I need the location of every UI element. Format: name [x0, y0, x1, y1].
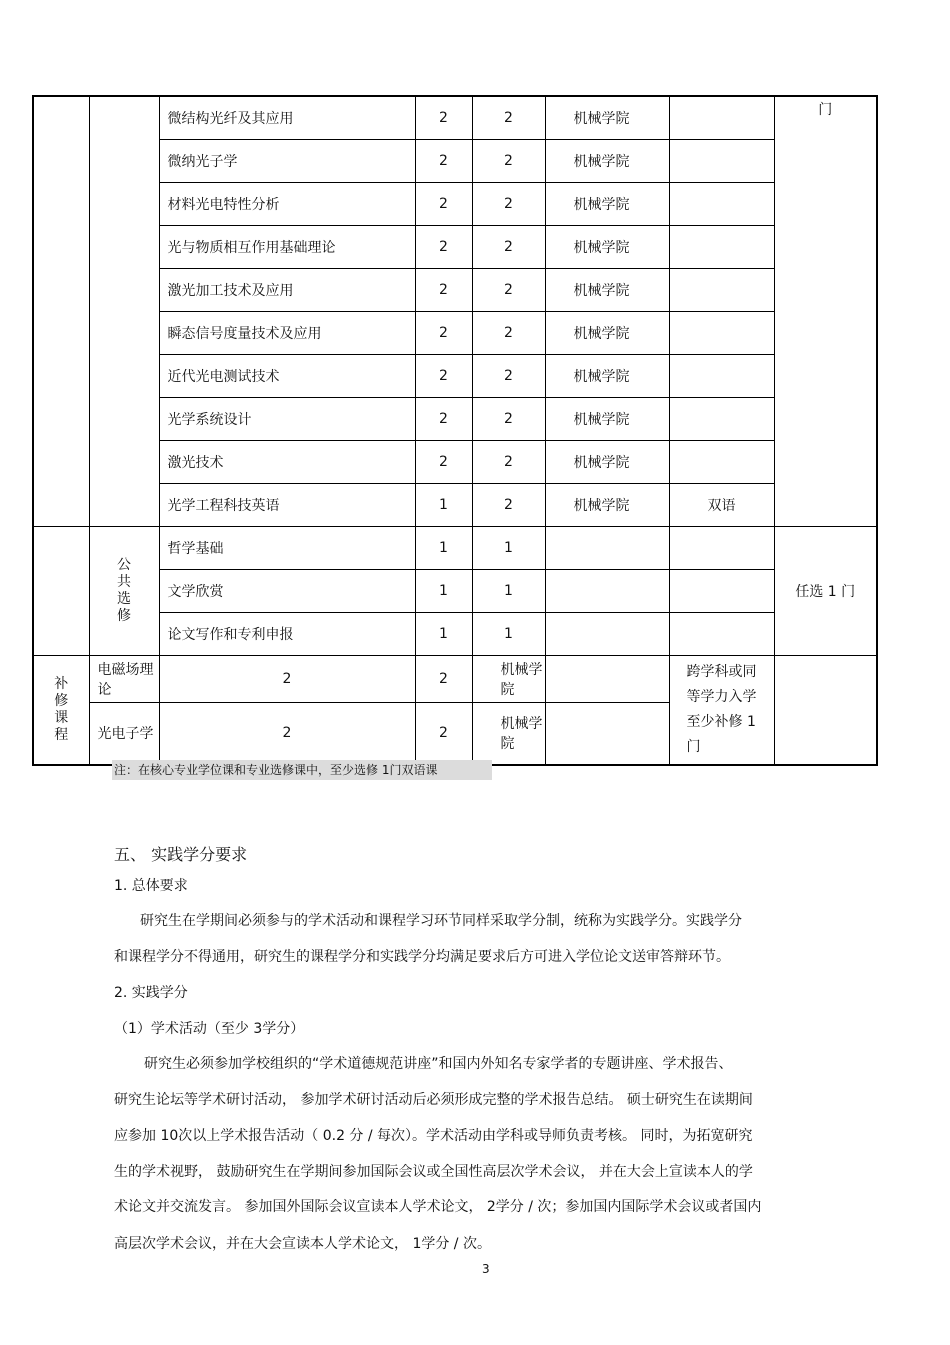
course-name: 文学欣赏	[159, 569, 415, 612]
table-row	[33, 569, 877, 612]
course-hours: 2	[472, 483, 545, 526]
table-row	[33, 311, 877, 354]
course-college: 机械学院	[545, 311, 669, 354]
course-name: 微纳光子学	[159, 139, 415, 182]
course-name: 光学系统设计	[159, 397, 415, 440]
course-remark	[669, 526, 774, 569]
course-table	[32, 95, 878, 766]
course-college: 机械学院	[545, 483, 669, 526]
course-name: 论文写作和专利申报	[159, 612, 415, 655]
paragraph-line: 应参加 10次以上学术报告活动（ 0.2 分 / 每次）。学术活动由学科或导师负责考核。 同时，为拓宽研究	[114, 1128, 753, 1144]
course-hours: 2	[415, 655, 472, 702]
course-hours: 2	[472, 139, 545, 182]
course-hours: 1	[472, 569, 545, 612]
subheading-academic: （1）学术活动（至少 3学分）	[114, 1021, 305, 1037]
course-college: 机械学院	[545, 182, 669, 225]
supplement-label	[33, 655, 89, 765]
course-name: 微结构光纤及其应用	[159, 96, 415, 139]
elective-section	[33, 96, 877, 526]
table-row	[33, 397, 877, 440]
requirement-note: 任选 1 门	[774, 526, 877, 655]
requirement-text: 跨学科或同等学力入学至少补修 1 门	[686, 663, 757, 755]
table-row	[33, 182, 877, 225]
course-hours: 1	[472, 612, 545, 655]
course-remark	[669, 569, 774, 612]
table-footnote: 注：在核心专业学位课和专业选修课中，至少选修 1门双语课	[112, 760, 492, 780]
paragraph-line: 和课程学分不得通用，研究生的课程学分和实践学分均满足要求后方可进入学位论文送审答辩环节。	[114, 949, 730, 965]
course-college	[545, 569, 669, 612]
paragraph-line: 研究生必须参加学校组织的“学术道德规范讲座”和国内外知名专家学者的专题讲座、学术报告、	[144, 1056, 733, 1072]
table-row	[33, 526, 877, 569]
course-credit: 2	[415, 96, 472, 139]
course-credit: 2	[415, 354, 472, 397]
course-college: 机械学院	[545, 96, 669, 139]
course-name: 电磁场理论	[89, 655, 159, 702]
course-hours: 2	[472, 397, 545, 440]
subcategory-cell	[89, 96, 159, 526]
table-row	[33, 354, 877, 397]
course-credit: 1	[415, 569, 472, 612]
course-hours: 2	[472, 182, 545, 225]
course-college: 机械学院	[545, 440, 669, 483]
course-hours: 2	[472, 311, 545, 354]
course-credit: 2	[415, 225, 472, 268]
course-college: 机械学院	[545, 225, 669, 268]
table-row	[33, 96, 877, 139]
course-college: 机械学院	[545, 268, 669, 311]
paragraph-line: 术论文并交流发言。 参加国外国际会议宣读本人学术论文， 2学分 / 次；参加国内国际学术会议或者国内	[114, 1199, 762, 1215]
course-name: 近代光电测试技术	[159, 354, 415, 397]
course-remark	[669, 397, 774, 440]
course-name: 光与物质相互作用基础理论	[159, 225, 415, 268]
course-college: 机械学院	[545, 397, 669, 440]
course-college	[545, 526, 669, 569]
table-row	[33, 139, 877, 182]
course-college	[545, 612, 669, 655]
course-hours: 2	[472, 268, 545, 311]
public-elective-label	[89, 526, 159, 655]
course-credit: 2	[159, 655, 415, 702]
course-hours: 2	[415, 702, 472, 764]
course-college: 机械学院	[472, 702, 545, 764]
course-name: 哲学基础	[159, 526, 415, 569]
course-remark	[669, 311, 774, 354]
paragraph-line: 研究生在学期间必须参与的学术活动和课程学习环节同样采取学分制，统称为实践学分。实践学分	[140, 913, 742, 929]
course-hours: 2	[472, 96, 545, 139]
course-name: 激光加工技术及应用	[159, 268, 415, 311]
category-cell	[33, 96, 89, 526]
course-hours: 2	[472, 225, 545, 268]
supplement-section	[33, 655, 877, 765]
course-college: 机械学院	[545, 354, 669, 397]
course-credit: 2	[415, 397, 472, 440]
course-remark	[669, 96, 774, 139]
course-hours: 1	[472, 526, 545, 569]
course-college: 机械学院	[472, 655, 545, 702]
table-row	[33, 225, 877, 268]
course-remark	[545, 702, 669, 764]
course-credit: 1	[415, 483, 472, 526]
table-row	[33, 268, 877, 311]
course-remark	[669, 139, 774, 182]
table-row	[33, 655, 877, 702]
course-credit: 2	[415, 440, 472, 483]
section-heading: 五、 实践学分要求	[114, 845, 248, 864]
course-name: 光学工程科技英语	[159, 483, 415, 526]
vertical-label: 补修课程	[54, 675, 69, 743]
paragraph-line: 生的学术视野， 鼓励研究生在学期间参加国际会议或全国性高层次学术会议， 并在大会上宣读本人的学	[114, 1164, 753, 1180]
course-name: 激光技术	[159, 440, 415, 483]
requirement-note	[669, 655, 774, 765]
public-elective-section	[33, 526, 877, 655]
course-college: 机械学院	[545, 139, 669, 182]
table-row	[33, 612, 877, 655]
course-credit: 2	[415, 311, 472, 354]
course-credit: 2	[415, 182, 472, 225]
course-name: 材料光电特性分析	[159, 182, 415, 225]
vertical-label: 公共选修	[117, 556, 131, 624]
category-cell	[33, 526, 89, 655]
paragraph-line: 高层次学术会议，并在大会宣读本人学术论文， 1学分 / 次。	[114, 1236, 491, 1252]
course-hours: 2	[472, 354, 545, 397]
subheading-practice: 2. 实践学分	[114, 985, 188, 1001]
course-remark	[669, 440, 774, 483]
course-credit: 2	[415, 268, 472, 311]
requirement-note: 门	[774, 96, 877, 526]
subheading-overall: 1. 总体要求	[114, 878, 188, 894]
course-remark	[669, 354, 774, 397]
course-name: 瞬态信号度量技术及应用	[159, 311, 415, 354]
table-row	[33, 483, 877, 526]
course-remark: 双语	[669, 483, 774, 526]
course-credit: 2	[159, 702, 415, 764]
table-row	[33, 440, 877, 483]
course-remark	[669, 268, 774, 311]
page-number: 3	[482, 1262, 490, 1276]
course-hours: 2	[472, 440, 545, 483]
paragraph-line: 研究生论坛等学术研讨活动， 参加学术研讨活动后必须形成完整的学术报告总结。 硕士研究生在读期间	[114, 1092, 753, 1108]
course-remark	[669, 612, 774, 655]
course-name: 光电子学	[89, 702, 159, 764]
course-credit: 1	[415, 526, 472, 569]
course-remark	[669, 182, 774, 225]
course-remark	[669, 225, 774, 268]
course-remark	[545, 655, 669, 702]
course-credit: 2	[415, 139, 472, 182]
course-credit: 1	[415, 612, 472, 655]
